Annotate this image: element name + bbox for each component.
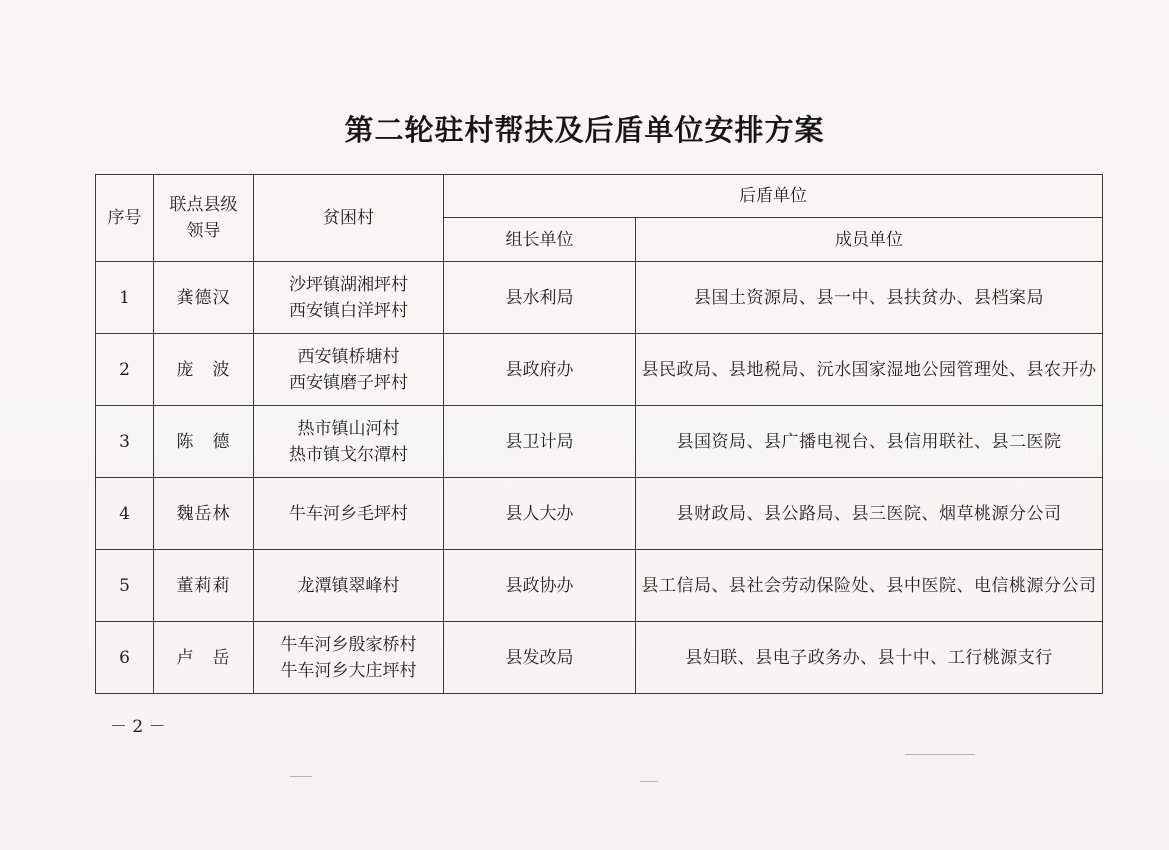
row-leader: 龚德汉 — [154, 262, 254, 334]
village-name: 牛车河乡殷家桥村 — [280, 634, 417, 655]
village-name: 牛车河乡大庄坪村 — [280, 660, 417, 681]
row-index: 2 — [96, 334, 154, 406]
table-row — [96, 262, 1103, 334]
village-name: 西安镇桥塘村 — [297, 346, 400, 367]
table-body — [96, 262, 1103, 694]
row-lead-unit: 县卫计局 — [444, 406, 636, 478]
page-number: － 2 － — [110, 717, 166, 737]
row-index: 6 — [96, 622, 154, 694]
village-name: 热市镇戈尔潭村 — [289, 444, 408, 465]
row-leader: 陈 德 — [154, 406, 254, 478]
row-member-units: 县工信局、县社会劳动保险处、县中医院、电信桃源分公司 — [636, 550, 1103, 622]
village-name: 西安镇白洋坪村 — [289, 300, 408, 321]
row-index: 5 — [96, 550, 154, 622]
row-index: 4 — [96, 478, 154, 550]
row-member-units: 县财政局、县公路局、县三医院、烟草桃源分公司 — [636, 478, 1103, 550]
header-backup-group: 后盾单位 — [444, 175, 1103, 218]
row-villages — [254, 334, 444, 406]
table-row — [96, 334, 1103, 406]
table-row — [96, 478, 1103, 550]
row-leader: 董莉莉 — [154, 550, 254, 622]
row-villages — [254, 406, 444, 478]
row-leader: 魏岳林 — [154, 478, 254, 550]
header-leader — [154, 175, 254, 262]
scan-mark — [640, 781, 658, 782]
table-row — [96, 622, 1103, 694]
row-lead-unit: 县水利局 — [444, 262, 636, 334]
scan-mark — [905, 754, 975, 755]
row-member-units: 县国资局、县广播电视台、县信用联社、县二医院 — [636, 406, 1103, 478]
row-lead-unit: 县政协办 — [444, 550, 636, 622]
village-name: 沙坪镇湖湘坪村 — [289, 274, 408, 295]
scan-mark — [290, 776, 312, 777]
row-leader: 庞 波 — [154, 334, 254, 406]
header-row-top — [96, 175, 1103, 218]
header-lead-unit: 组长单位 — [444, 218, 636, 262]
header-index: 序号 — [96, 175, 154, 262]
document-title: 第二轮驻村帮扶及后盾单位安排方案 — [344, 113, 825, 147]
table-row — [96, 406, 1103, 478]
row-villages — [254, 478, 444, 550]
header-leader-line2: 领导 — [186, 221, 221, 241]
row-lead-unit: 县发改局 — [444, 622, 636, 694]
row-member-units: 县民政局、县地税局、沅水国家湿地公园管理处、县农开办 — [636, 334, 1103, 406]
village-name: 龙潭镇翠峰村 — [297, 575, 400, 596]
village-name: 热市镇山河村 — [297, 418, 400, 439]
row-member-units: 县国土资源局、县一中、县扶贫办、县档案局 — [636, 262, 1103, 334]
row-member-units: 县妇联、县电子政务办、县十中、工行桃源支行 — [636, 622, 1103, 694]
header-village: 贫困村 — [254, 175, 444, 262]
assignment-table — [95, 174, 1103, 694]
row-villages — [254, 622, 444, 694]
village-name: 牛车河乡毛坪村 — [289, 503, 408, 524]
row-index: 1 — [96, 262, 154, 334]
village-name: 西安镇磨子坪村 — [289, 372, 408, 393]
table-row — [96, 550, 1103, 622]
header-member-units: 成员单位 — [636, 218, 1103, 262]
row-villages — [254, 550, 444, 622]
row-index: 3 — [96, 406, 154, 478]
header-leader-line1: 联点县级 — [169, 195, 238, 215]
row-lead-unit: 县人大办 — [444, 478, 636, 550]
row-lead-unit: 县政府办 — [444, 334, 636, 406]
row-villages — [254, 262, 444, 334]
row-leader: 卢 岳 — [154, 622, 254, 694]
